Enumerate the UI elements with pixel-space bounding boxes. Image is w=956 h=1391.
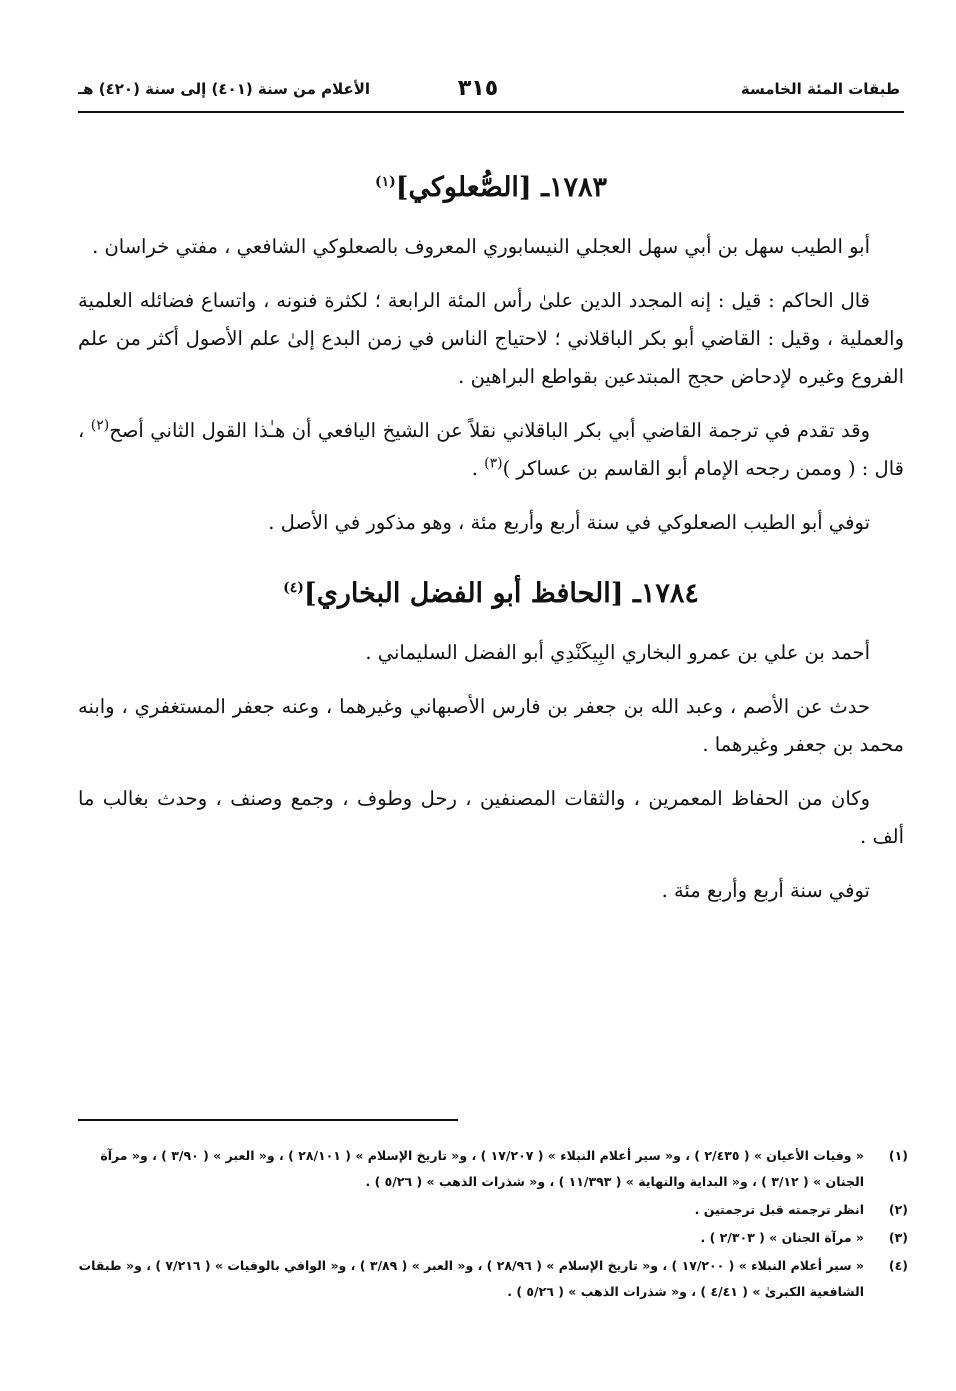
footnote-ref: (٤) (283, 580, 304, 596)
paragraph: توفي أبو الطيب الصعلوكي في سنة أربع وأربع مئة ، وهو مذكور في الأصل . (268, 511, 870, 534)
paragraph: قال الحاكم : قيل : إنه المجدد الدين علىٰ رأس المئة الرابعة ؛ لكثرة فنونه ، واتساع فضائله العلمية والعملية ، وقيل : القاضي أبو بكر الباقلاني ؛ لاحتياج الناس في زمن البدع إلىٰ علم الأصول أكثر من علم الفروع وغيره لإدحاض حجج المبتدعين بقواطع البراهين . (78, 289, 904, 388)
footnote-text: « وفيات الأعيان » ( ٢/٤٣٥ ) ، و« سير أعلام النبلاء » ( ١٧/٢٠٧ ) ، و« تاريخ الإسلام » ( ٢٨/١٠١ ) ، و« العبر » ( ٣/٩٠ ) ، و« مرآة الجنان » ( ٣/١٢ ) ، و« البداية والنهاية » ( ١١/٣٩٣ ) ، و« شذرات الذهب » ( ٥/٢٦ ) . (100, 1148, 864, 1189)
entry-title-text: ١٧٨٤ـ [الحافظ أبو الفضل البخاري] (303, 578, 699, 609)
footnote-number: (١) (888, 1148, 908, 1163)
footnote (78, 1197, 908, 1223)
paragraph: وكان من الحفاظ المعمرين ، والثقات المصنفين ، رحل وطوف ، وجمع وصنف ، وحدث بغالب ما ألف . (78, 787, 904, 848)
paragraph: حدث عن الأصم ، وعبد الله بن جعفر بن فارس الأصبهاني وغيرهما ، وعنه جعفر المستغفري ، وابنه محمد بن جعفر وغيرهما . (78, 695, 904, 756)
paragraph-text: وقد تقدم في ترجمة القاضي أبي بكر الباقلاني نقلاً عن الشيخ اليافعي أن هـٰذا القول الثاني أصح (109, 419, 870, 442)
footnote-rule (78, 1119, 458, 1121)
footnote-number: (٣) (888, 1230, 908, 1245)
paragraph: أحمد بن علي بن عمرو البخاري البِيكَنْدِي أبو الفضل السليماني . (365, 641, 870, 664)
footnote-number: (٢) (888, 1202, 908, 1217)
paragraph-text: ، قال : ( وممن رجحه الإمام أبو القاسم بن عساكر ) (78, 419, 904, 480)
footnote-text: « مرآة الجنان » ( ٢/٣٠٣ ) . (700, 1230, 864, 1245)
entry-title-1784 (78, 576, 904, 612)
entry-title-text: ١٧٨٣ـ [الصُّعلوكي] (395, 172, 608, 203)
footnote-ref: (١) (374, 174, 396, 190)
paragraph: أبو الطيب سهل بن أبي سهل العجلي النيسابوري المعروف بالصعلوكي الشافعي ، مفتي خراسان . (92, 235, 870, 258)
paragraph-text: . (471, 457, 485, 480)
footnote-text: « سير أعلام النبلاء » ( ١٧/٢٠٠ ) ، و« تاريخ الإسلام » ( ٢٨/٩٦ ) ، و« العبر » ( ٣/٨٩ ) ، و« الوافي بالوفيات » ( ٧/٢١٦ ) ، و« طبقات الشافعية الكبرىٰ » ( ٤/٤١ ) ، و« شذرات الذهب » ( ٥/٢٦ ) . (78, 1258, 864, 1299)
header-rule (78, 111, 904, 113)
footnote-text: انظر ترجمته قبل ترجمتين . (694, 1202, 864, 1217)
footnote-number: (٤) (888, 1258, 908, 1273)
paragraph (78, 412, 904, 488)
running-header-chapter: الأعلام من سنة (٤٠١) إلى سنة (٤٢٠) هـ (78, 80, 371, 98)
footnote (78, 1253, 908, 1305)
page-number: ٣١٥ (457, 76, 499, 101)
footnote (78, 1225, 908, 1251)
entry-title-1783 (78, 170, 904, 206)
section-gap (78, 558, 904, 576)
footnote-ref: (٣) (484, 455, 503, 472)
paragraph: توفي سنة أربع وأربع مئة . (661, 879, 870, 902)
footnote (78, 1143, 908, 1195)
page-body (78, 170, 904, 926)
footnote-ref: (٢) (90, 417, 110, 434)
footnotes (78, 1143, 908, 1307)
running-header-book-section: طبقات المئة الخامسة (740, 80, 900, 98)
